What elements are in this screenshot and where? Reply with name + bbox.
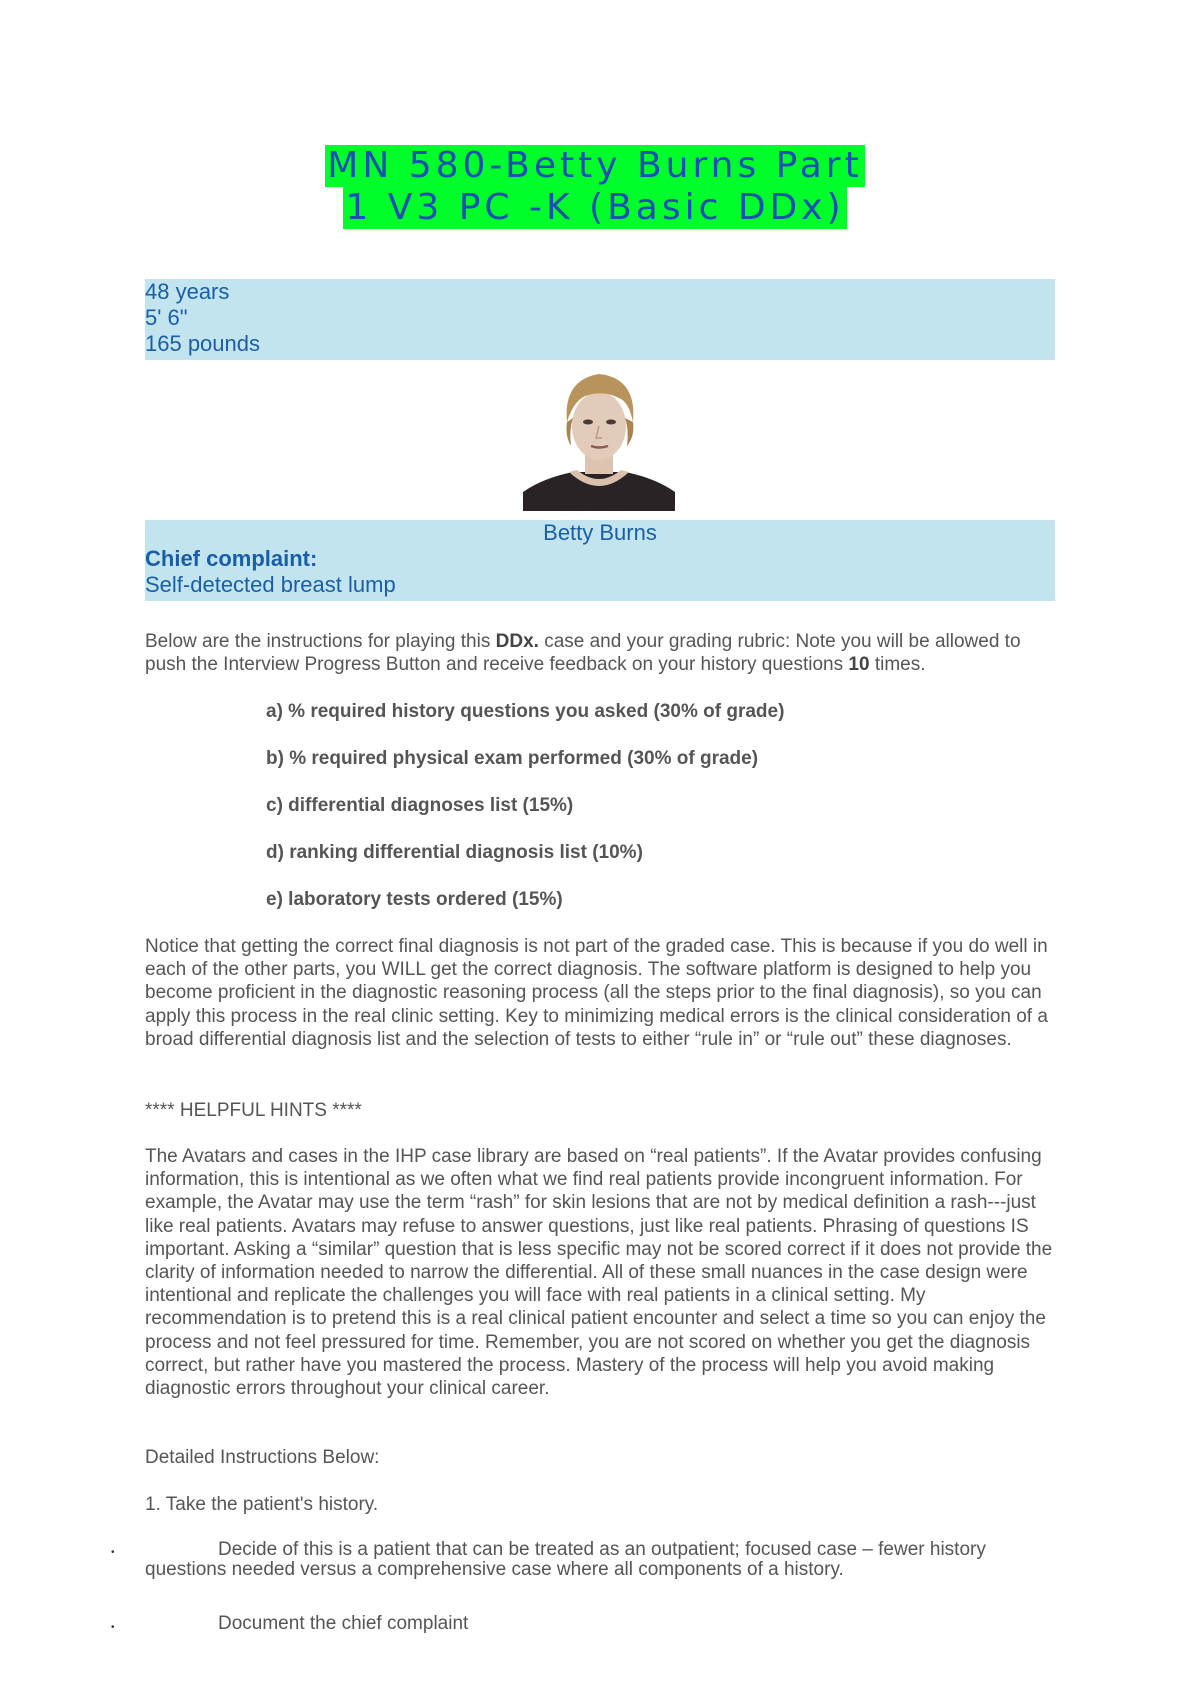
intro-bold-count: 10 bbox=[848, 654, 870, 676]
patient-complaint-box bbox=[145, 520, 1055, 601]
notice-paragraph: Notice that getting the correct final diagnosis is not part of the graded case. This is because if you do well in each of the other parts, you WILL get the correct diagnosis. The software platform is designed to help you become proficient in the diagnostic reasoning process (all the steps prior to the final diagnosis), so you can apply this process in the real clinic setting. Key to minimizing medical errors is the clinical consideration of a broad differential diagnosis list and the selection of tests to either “rule in” or “rule out” these diagnoses. bbox=[145, 936, 1048, 1050]
intro-text-1: Below are the instructions for playing this bbox=[145, 631, 496, 652]
patient-avatar-image bbox=[523, 360, 675, 511]
bullet-1-line-2: questions needed versus a comprehensive case where all components of a history. bbox=[145, 1559, 844, 1580]
bullet-item-2 bbox=[145, 1614, 1060, 1634]
rubric-item-a: a) % required history questions you asked (30% of grade) bbox=[266, 701, 785, 722]
detailed-instructions-heading: Detailed Instructions Below: bbox=[145, 1447, 380, 1468]
title-line-2: 1 V3 PC -K (Basic DDx) bbox=[345, 187, 845, 228]
patient-stats-box bbox=[145, 279, 1055, 360]
patient-height: 5' 6" bbox=[145, 305, 188, 330]
intro-paragraph bbox=[145, 630, 1060, 676]
bullet-1-line-1: Decide of this is a patient that can be treated as an outpatient; focused case – fewer history bbox=[218, 1539, 986, 1560]
patient-weight: 165 pounds bbox=[145, 331, 260, 356]
intro-bold-ddx: DDx. bbox=[495, 631, 539, 652]
rubric-item-c: c) differential diagnoses list (15%) bbox=[266, 795, 574, 816]
rubric-item-d: d) ranking differential diagnosis list (10%) bbox=[266, 842, 643, 863]
step-1: 1. Take the patient's history. bbox=[145, 1494, 379, 1515]
bullet-dot-2: • bbox=[111, 1622, 115, 1633]
intro-text-3: times. bbox=[869, 654, 926, 676]
rubric-item-e: e) laboratory tests ordered (15%) bbox=[266, 889, 563, 910]
hints-heading: **** HELPFUL HINTS **** bbox=[145, 1100, 362, 1121]
bullet-item-1 bbox=[145, 1540, 1060, 1580]
chief-complaint-value: Self-detected breast lump bbox=[145, 572, 396, 597]
patient-name: Betty Burns bbox=[543, 520, 657, 545]
bullet-2-line-1: Document the chief complaint bbox=[218, 1613, 469, 1634]
document-title bbox=[0, 145, 1190, 229]
chief-complaint-label: Chief complaint: bbox=[145, 546, 318, 571]
title-line-1: MN 580-Betty Burns Part bbox=[327, 145, 863, 186]
hints-paragraph: The Avatars and cases in the IHP case library are based on “real patients”. If the Avatar provides confusing information, this is intentional as we often what we find real patients provide incongruent information. For example, the Avatar may use the term “rash” for skin lesions that are not by medical definition a rash---just like real patients. Avatars may refuse to answer questions, just like real patients. Phrasing of questions IS important. Asking a “similar” question that is less specific may not be scored correct if it does not provide the clarity of information needed to narrow the differential. All of these small nuances in the case design were intentional and replicate the challenges you will face with real patients in a clinical setting. My recommendation is to pretend this is a real clinical patient encounter and select a time so you can enjoy the process and not feel pressured for time. Remember, you are not scored on whether you get the diagnosis correct, but rather have you mastered the process. Mastery of the process will help you avoid making diagnostic errors throughout your clinical career. bbox=[145, 1146, 1053, 1400]
bullet-dot-1: • bbox=[111, 1547, 115, 1558]
patient-age: 48 years bbox=[145, 279, 230, 304]
rubric-item-b: b) % required physical exam performed (30% of grade) bbox=[266, 748, 759, 769]
intro-text-2: case and your grading rubric: Note you will be allowed to push the Interview Progress Button and receive feedback on your history questions bbox=[145, 631, 1021, 676]
